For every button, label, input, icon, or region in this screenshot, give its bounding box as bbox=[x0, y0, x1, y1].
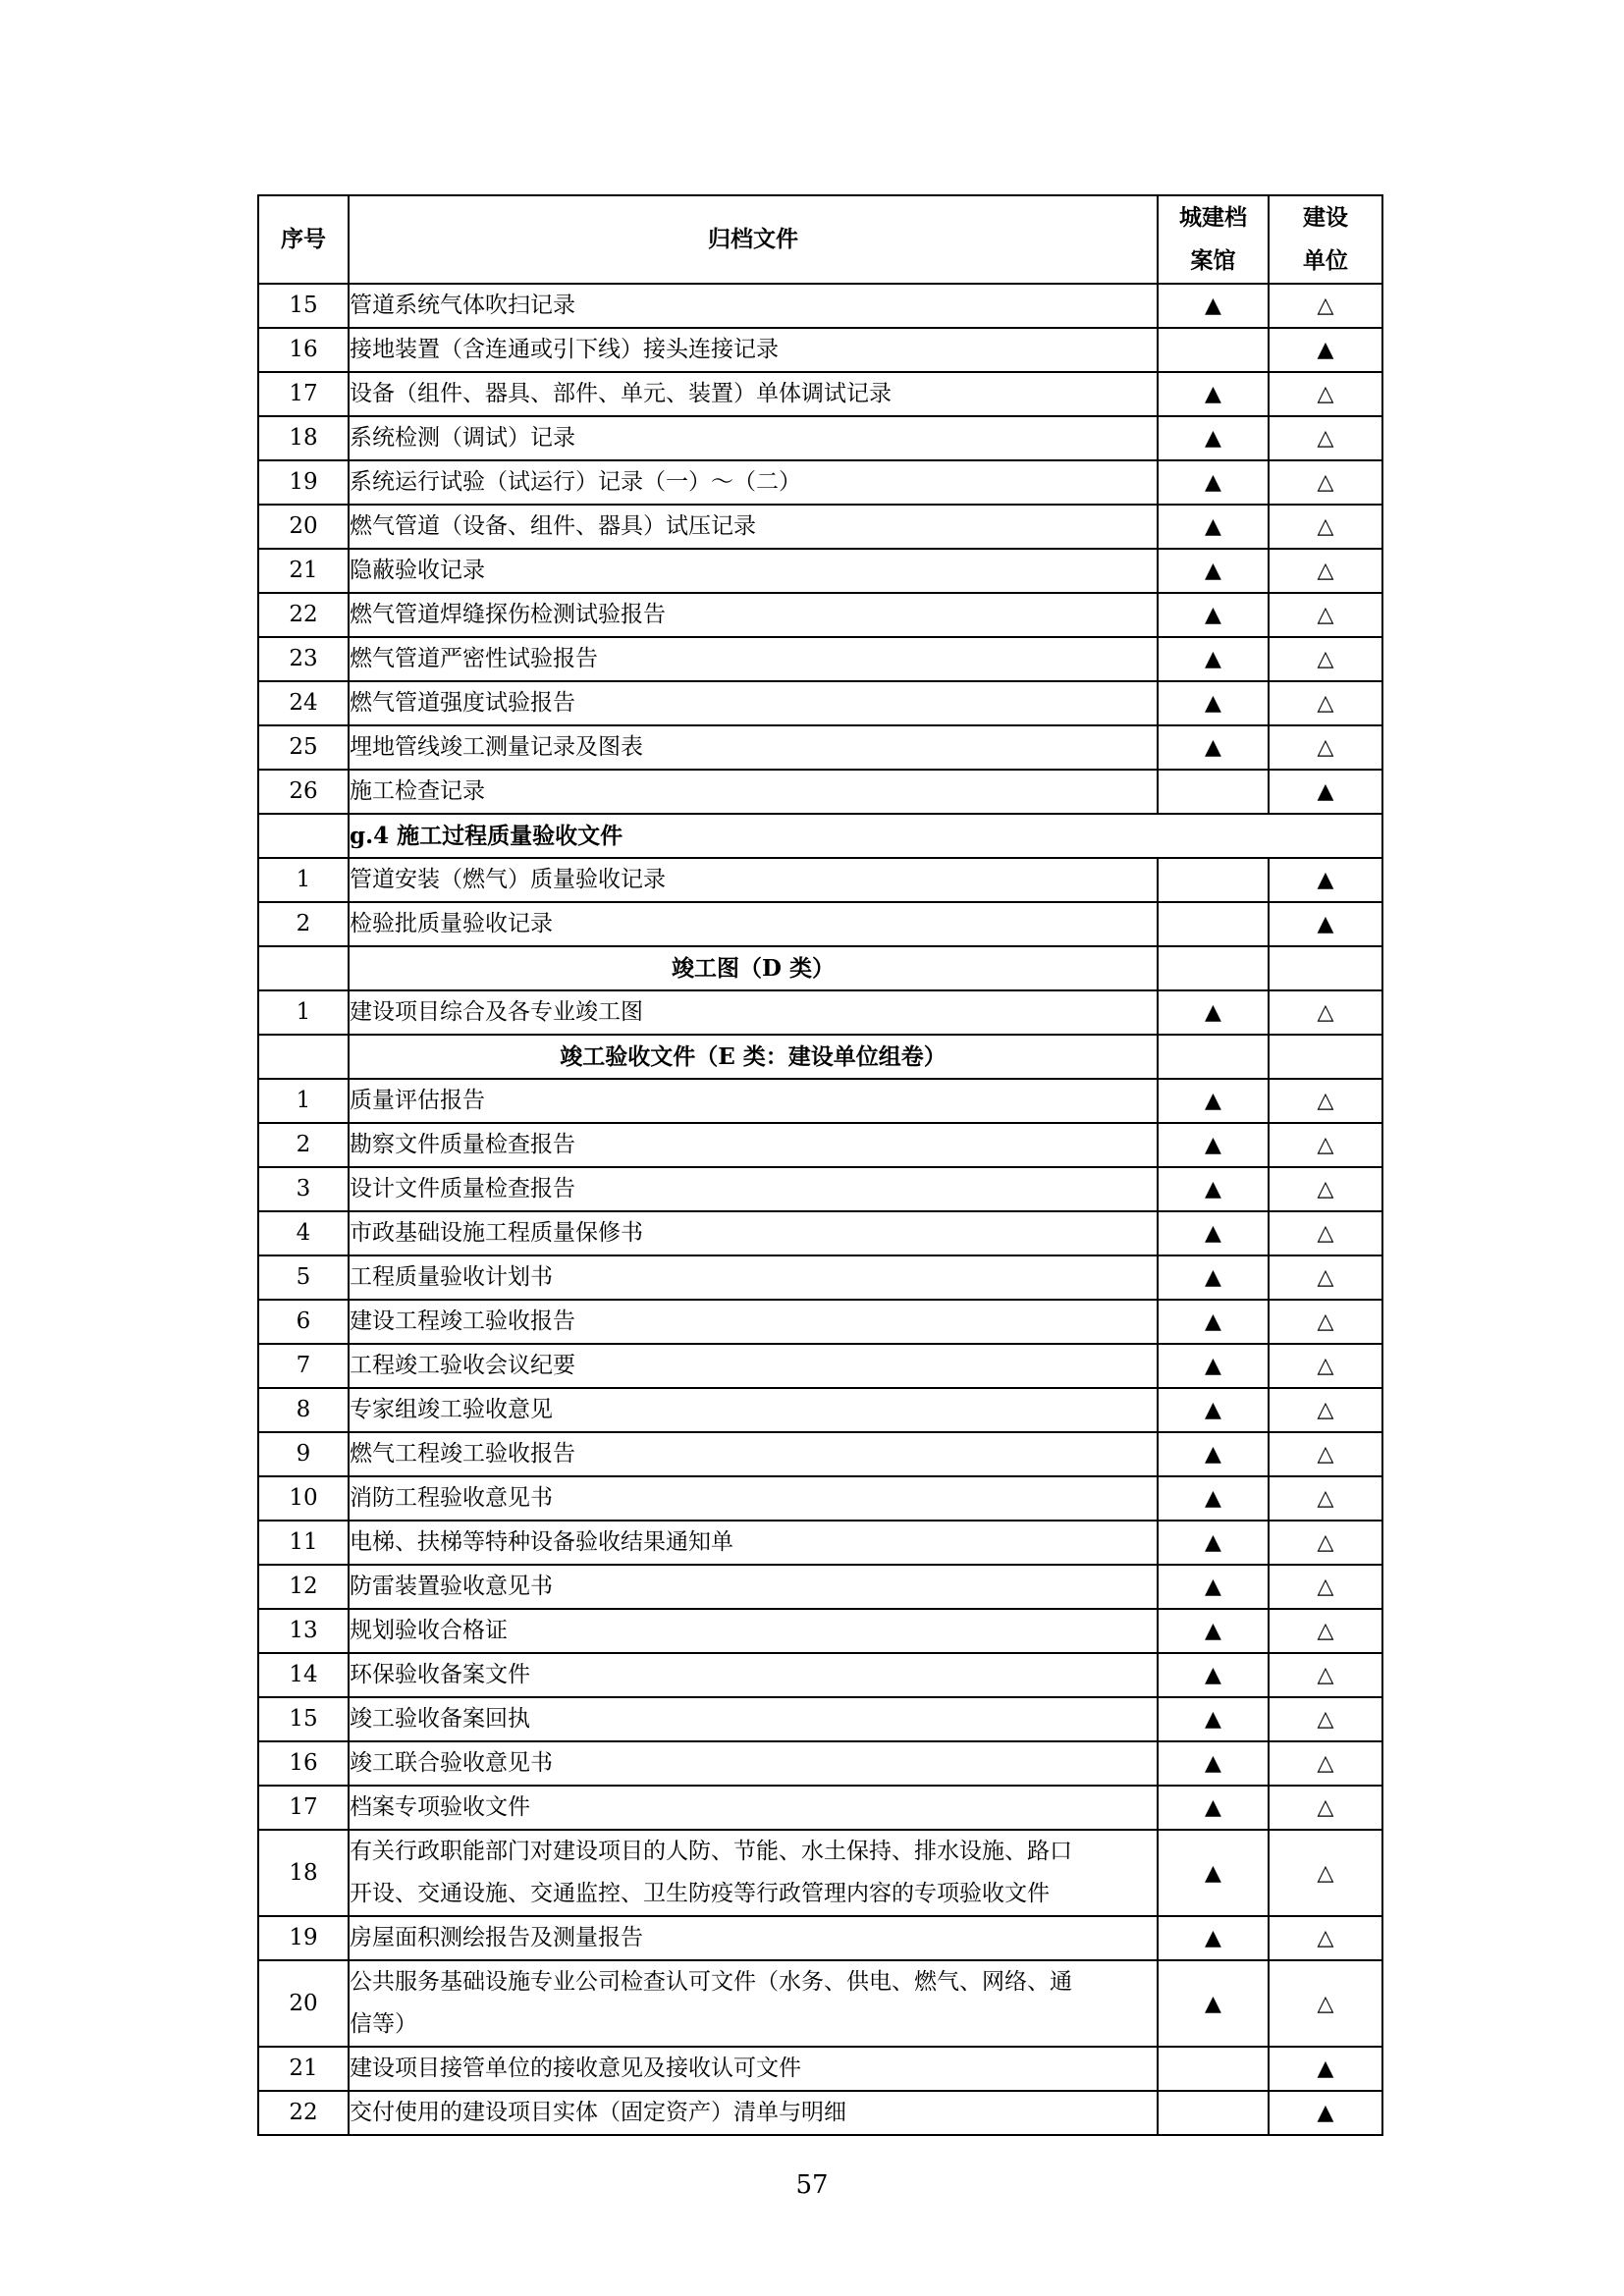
row-number: 1 bbox=[258, 858, 349, 902]
row-number: 22 bbox=[258, 2091, 349, 2135]
row-archive-mark: ▲ bbox=[1158, 1476, 1269, 1521]
table-row bbox=[258, 2091, 1382, 2135]
row-document bbox=[349, 1960, 1158, 2047]
row-archive-mark: ▲ bbox=[1158, 1079, 1269, 1123]
row-archive-mark: ▲ bbox=[1158, 1211, 1269, 1255]
row-unit-mark: △ bbox=[1269, 1521, 1382, 1565]
row-unit-mark: △ bbox=[1269, 1830, 1382, 1916]
row-number: 6 bbox=[258, 1300, 349, 1344]
row-unit-mark: △ bbox=[1269, 549, 1382, 593]
row-unit-mark: △ bbox=[1269, 1344, 1382, 1388]
section-archive-cell bbox=[1158, 1035, 1269, 1079]
row-number: 14 bbox=[258, 1653, 349, 1697]
row-archive-mark: ▲ bbox=[1158, 1960, 1269, 2047]
row-number: 2 bbox=[258, 902, 349, 946]
row-archive-mark: ▲ bbox=[1158, 990, 1269, 1035]
row-document: 埋地管线竣工测量记录及图表 bbox=[349, 725, 1158, 770]
table-row bbox=[258, 328, 1382, 372]
table-row bbox=[258, 902, 1382, 946]
section-no-cell bbox=[258, 946, 349, 990]
row-number: 23 bbox=[258, 637, 349, 681]
section-heading-row bbox=[258, 946, 1382, 990]
row-document: 质量评估报告 bbox=[349, 1079, 1158, 1123]
row-archive-mark: ▲ bbox=[1158, 1653, 1269, 1697]
row-number: 4 bbox=[258, 1211, 349, 1255]
row-document: 档案专项验收文件 bbox=[349, 1786, 1158, 1830]
table-row bbox=[258, 416, 1382, 460]
row-archive-mark: ▲ bbox=[1158, 681, 1269, 725]
table-row bbox=[258, 858, 1382, 902]
row-document: 规划验收合格证 bbox=[349, 1609, 1158, 1653]
table-row bbox=[258, 681, 1382, 725]
row-unit-mark: △ bbox=[1269, 681, 1382, 725]
row-unit-mark: △ bbox=[1269, 1697, 1382, 1741]
table-row bbox=[258, 1521, 1382, 1565]
row-document: 接地装置（含连通或引下线）接头连接记录 bbox=[349, 328, 1158, 372]
row-number: 17 bbox=[258, 1786, 349, 1830]
row-document: 工程质量验收计划书 bbox=[349, 1255, 1158, 1300]
section-archive-cell bbox=[1158, 946, 1269, 990]
row-number: 19 bbox=[258, 1916, 349, 1960]
row-number: 18 bbox=[258, 416, 349, 460]
header-unit bbox=[1269, 195, 1382, 284]
subsection-g4-title: g.4 施工过程质量验收文件 bbox=[349, 814, 1382, 858]
row-archive-mark: ▲ bbox=[1158, 1521, 1269, 1565]
row-number: 24 bbox=[258, 681, 349, 725]
table-row bbox=[258, 1255, 1382, 1300]
table-row bbox=[258, 460, 1382, 505]
row-document: 燃气管道（设备、组件、器具）试压记录 bbox=[349, 505, 1158, 549]
row-number: 9 bbox=[258, 1432, 349, 1476]
row-document: 燃气管道严密性试验报告 bbox=[349, 637, 1158, 681]
archive-document-table bbox=[257, 194, 1383, 2136]
row-unit-mark: ▲ bbox=[1269, 858, 1382, 902]
table-row bbox=[258, 2047, 1382, 2091]
row-document bbox=[349, 1830, 1158, 1916]
row-document: 管道系统气体吹扫记录 bbox=[349, 284, 1158, 328]
row-unit-mark: △ bbox=[1269, 416, 1382, 460]
row-number: 21 bbox=[258, 2047, 349, 2091]
table-row bbox=[258, 1960, 1382, 2047]
row-number: 20 bbox=[258, 505, 349, 549]
table-row bbox=[258, 284, 1382, 328]
table-row bbox=[258, 1830, 1382, 1916]
row-unit-mark: △ bbox=[1269, 1255, 1382, 1300]
row-number: 21 bbox=[258, 549, 349, 593]
table-row bbox=[258, 1653, 1382, 1697]
row-archive-mark: ▲ bbox=[1158, 1123, 1269, 1167]
row-archive-mark: ▲ bbox=[1158, 460, 1269, 505]
row-unit-mark: △ bbox=[1269, 593, 1382, 637]
row-number: 1 bbox=[258, 1079, 349, 1123]
page-number: 57 bbox=[795, 2170, 829, 2200]
row-archive-mark: ▲ bbox=[1158, 1916, 1269, 1960]
row-unit-mark: ▲ bbox=[1269, 2091, 1382, 2135]
row-document: 专家组竣工验收意见 bbox=[349, 1388, 1158, 1432]
row-unit-mark: △ bbox=[1269, 1565, 1382, 1609]
row-archive-mark bbox=[1158, 858, 1269, 902]
row-number: 15 bbox=[258, 1697, 349, 1741]
row-document: 设计文件质量检查报告 bbox=[349, 1167, 1158, 1211]
row-document: 管道安装（燃气）质量验收记录 bbox=[349, 858, 1158, 902]
header-unit-line1: 建设 bbox=[1303, 204, 1348, 231]
row-number: 20 bbox=[258, 1960, 349, 2047]
section-heading-row bbox=[258, 1035, 1382, 1079]
row-number: 15 bbox=[258, 284, 349, 328]
row-number: 12 bbox=[258, 1565, 349, 1609]
row-document: 市政基础设施工程质量保修书 bbox=[349, 1211, 1158, 1255]
row-document: 竣工验收备案回执 bbox=[349, 1697, 1158, 1741]
row-archive-mark: ▲ bbox=[1158, 1697, 1269, 1741]
row-archive-mark bbox=[1158, 770, 1269, 814]
row-unit-mark: △ bbox=[1269, 1653, 1382, 1697]
table-row bbox=[258, 1432, 1382, 1476]
row-archive-mark: ▲ bbox=[1158, 549, 1269, 593]
row-unit-mark: △ bbox=[1269, 990, 1382, 1035]
table-row bbox=[258, 1079, 1382, 1123]
row-unit-mark: △ bbox=[1269, 1211, 1382, 1255]
table-row bbox=[258, 1741, 1382, 1786]
header-archive-line1: 城建档 bbox=[1179, 204, 1247, 231]
row-archive-mark: ▲ bbox=[1158, 1609, 1269, 1653]
table-row bbox=[258, 1786, 1382, 1830]
row-unit-mark: △ bbox=[1269, 1123, 1382, 1167]
row-unit-mark: ▲ bbox=[1269, 328, 1382, 372]
row-unit-mark: △ bbox=[1269, 1079, 1382, 1123]
header-unit-line2: 单位 bbox=[1303, 247, 1348, 274]
row-document: 建设项目接管单位的接收意见及接收认可文件 bbox=[349, 2047, 1158, 2091]
table-row bbox=[258, 1609, 1382, 1653]
row-unit-mark: △ bbox=[1269, 1741, 1382, 1786]
row-unit-mark: △ bbox=[1269, 1300, 1382, 1344]
row-archive-mark: ▲ bbox=[1158, 725, 1269, 770]
row-number: 16 bbox=[258, 1741, 349, 1786]
row-document: 系统检测（调试）记录 bbox=[349, 416, 1158, 460]
row-unit-mark: △ bbox=[1269, 505, 1382, 549]
header-no: 序号 bbox=[258, 195, 349, 284]
row-number: 18 bbox=[258, 1830, 349, 1916]
row-number: 13 bbox=[258, 1609, 349, 1653]
row-number: 17 bbox=[258, 372, 349, 416]
row-archive-mark: ▲ bbox=[1158, 505, 1269, 549]
row-unit-mark: △ bbox=[1269, 1916, 1382, 1960]
row-archive-mark: ▲ bbox=[1158, 1388, 1269, 1432]
row-unit-mark: ▲ bbox=[1269, 2047, 1382, 2091]
row-archive-mark: ▲ bbox=[1158, 637, 1269, 681]
row-number: 26 bbox=[258, 770, 349, 814]
row-unit-mark: ▲ bbox=[1269, 770, 1382, 814]
row-archive-mark: ▲ bbox=[1158, 1741, 1269, 1786]
row-document: 交付使用的建设项目实体（固定资产）清单与明细 bbox=[349, 2091, 1158, 2135]
table-row bbox=[258, 593, 1382, 637]
row-document: 燃气管道焊缝探伤检测试验报告 bbox=[349, 593, 1158, 637]
row-document: 防雷装置验收意见书 bbox=[349, 1565, 1158, 1609]
row-unit-mark: △ bbox=[1269, 372, 1382, 416]
header-archive bbox=[1158, 195, 1269, 284]
row-document: 电梯、扶梯等特种设备验收结果通知单 bbox=[349, 1521, 1158, 1565]
row-archive-mark: ▲ bbox=[1158, 372, 1269, 416]
row-archive-mark: ▲ bbox=[1158, 1786, 1269, 1830]
row-number: 22 bbox=[258, 593, 349, 637]
row-archive-mark: ▲ bbox=[1158, 1167, 1269, 1211]
row-document: 竣工联合验收意见书 bbox=[349, 1741, 1158, 1786]
row-unit-mark: △ bbox=[1269, 1786, 1382, 1830]
row-archive-mark: ▲ bbox=[1158, 1830, 1269, 1916]
table-row bbox=[258, 1344, 1382, 1388]
row-document: 隐蔽验收记录 bbox=[349, 549, 1158, 593]
row-archive-mark: ▲ bbox=[1158, 1432, 1269, 1476]
row-number: 8 bbox=[258, 1388, 349, 1432]
row-archive-mark: ▲ bbox=[1158, 416, 1269, 460]
table-header-row bbox=[258, 195, 1382, 284]
row-archive-mark: ▲ bbox=[1158, 284, 1269, 328]
table-row bbox=[258, 1916, 1382, 1960]
row-document-line1: 有关行政职能部门对建设项目的人防、节能、水土保持、排水设施、路口 bbox=[350, 1839, 1072, 1864]
row-unit-mark: △ bbox=[1269, 1476, 1382, 1521]
section-e-title: 竣工验收文件（E 类：建设单位组卷） bbox=[349, 1035, 1158, 1079]
table-row bbox=[258, 1697, 1382, 1741]
row-unit-mark: ▲ bbox=[1269, 902, 1382, 946]
row-document: 施工检查记录 bbox=[349, 770, 1158, 814]
row-number: 7 bbox=[258, 1344, 349, 1388]
table-row bbox=[258, 1476, 1382, 1521]
header-archive-line2: 案馆 bbox=[1190, 247, 1236, 274]
subsection-no-cell bbox=[258, 814, 349, 858]
row-number: 1 bbox=[258, 990, 349, 1035]
table-row bbox=[258, 725, 1382, 770]
table-row bbox=[258, 505, 1382, 549]
row-unit-mark: △ bbox=[1269, 284, 1382, 328]
row-archive-mark bbox=[1158, 2047, 1269, 2091]
row-archive-mark: ▲ bbox=[1158, 1255, 1269, 1300]
row-document: 系统运行试验（试运行）记录（一）～（二） bbox=[349, 460, 1158, 505]
row-archive-mark: ▲ bbox=[1158, 1344, 1269, 1388]
section-unit-cell bbox=[1269, 1035, 1382, 1079]
row-unit-mark: △ bbox=[1269, 725, 1382, 770]
row-document: 建设工程竣工验收报告 bbox=[349, 1300, 1158, 1344]
row-document: 燃气工程竣工验收报告 bbox=[349, 1432, 1158, 1476]
row-number: 19 bbox=[258, 460, 349, 505]
row-number: 16 bbox=[258, 328, 349, 372]
row-unit-mark: △ bbox=[1269, 1388, 1382, 1432]
table-row bbox=[258, 1123, 1382, 1167]
row-archive-mark bbox=[1158, 328, 1269, 372]
header-doc: 归档文件 bbox=[349, 195, 1158, 284]
row-document-line1: 公共服务基础设施专业公司检查认可文件（水务、供电、燃气、网络、通 bbox=[350, 1969, 1072, 1995]
section-no-cell bbox=[258, 1035, 349, 1079]
row-archive-mark: ▲ bbox=[1158, 1300, 1269, 1344]
row-number: 10 bbox=[258, 1476, 349, 1521]
row-unit-mark: △ bbox=[1269, 460, 1382, 505]
row-unit-mark: △ bbox=[1269, 637, 1382, 681]
table-row bbox=[258, 1565, 1382, 1609]
section-d-title: 竣工图（D 类） bbox=[349, 946, 1158, 990]
subsection-row bbox=[258, 814, 1382, 858]
row-document: 设备（组件、器具、部件、单元、装置）单体调试记录 bbox=[349, 372, 1158, 416]
row-document-line2: 开设、交通设施、交通监控、卫生防疫等行政管理内容的专项验收文件 bbox=[350, 1881, 1050, 1906]
row-document: 房屋面积测绘报告及测量报告 bbox=[349, 1916, 1158, 1960]
row-unit-mark: △ bbox=[1269, 1432, 1382, 1476]
table-row bbox=[258, 1300, 1382, 1344]
row-document: 消防工程验收意见书 bbox=[349, 1476, 1158, 1521]
table-row bbox=[258, 549, 1382, 593]
row-archive-mark bbox=[1158, 902, 1269, 946]
row-document: 环保验收备案文件 bbox=[349, 1653, 1158, 1697]
row-archive-mark: ▲ bbox=[1158, 593, 1269, 637]
table-row bbox=[258, 1167, 1382, 1211]
row-archive-mark bbox=[1158, 2091, 1269, 2135]
row-number: 11 bbox=[258, 1521, 349, 1565]
table-row bbox=[258, 1211, 1382, 1255]
table-row bbox=[258, 372, 1382, 416]
row-archive-mark: ▲ bbox=[1158, 1565, 1269, 1609]
row-number: 5 bbox=[258, 1255, 349, 1300]
row-document: 勘察文件质量检查报告 bbox=[349, 1123, 1158, 1167]
section-unit-cell bbox=[1269, 946, 1382, 990]
row-unit-mark: △ bbox=[1269, 1960, 1382, 2047]
row-number: 3 bbox=[258, 1167, 349, 1211]
table-row bbox=[258, 770, 1382, 814]
row-document: 工程竣工验收会议纪要 bbox=[349, 1344, 1158, 1388]
row-number: 25 bbox=[258, 725, 349, 770]
row-number: 2 bbox=[258, 1123, 349, 1167]
row-document-line2: 信等） bbox=[350, 2011, 417, 2037]
row-document: 建设项目综合及各专业竣工图 bbox=[349, 990, 1158, 1035]
table-row bbox=[258, 637, 1382, 681]
table-row bbox=[258, 1388, 1382, 1432]
table-row bbox=[258, 990, 1382, 1035]
row-document: 燃气管道强度试验报告 bbox=[349, 681, 1158, 725]
row-unit-mark: △ bbox=[1269, 1167, 1382, 1211]
table-body bbox=[258, 284, 1382, 2135]
row-unit-mark: △ bbox=[1269, 1609, 1382, 1653]
row-document: 检验批质量验收记录 bbox=[349, 902, 1158, 946]
